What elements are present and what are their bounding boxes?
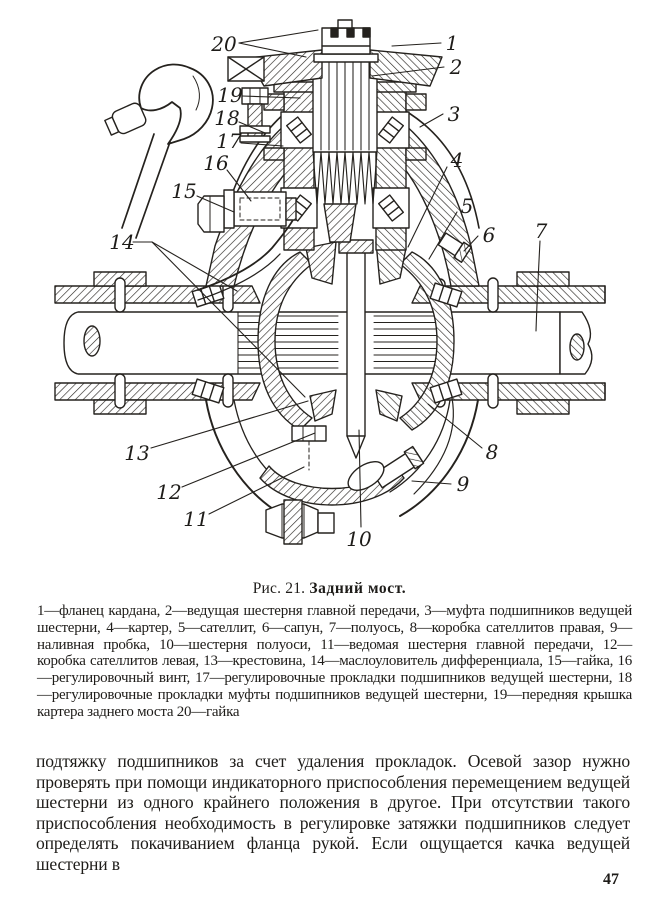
- drive-pinion-shaft: [313, 54, 377, 242]
- callout-9: 9: [456, 472, 470, 496]
- callout-17: 17: [216, 129, 242, 153]
- callout-4: 4: [450, 148, 464, 172]
- callout-6: 6: [482, 223, 496, 247]
- callout-20: 20: [211, 32, 237, 56]
- figure-caption: [0, 580, 659, 598]
- body-paragraph: подтяжку подшипников за счет удаления прокладок. Осевой зазор нужно проверять при помощи индикаторного приспособления перемещением ведущей шестерни из одного крайнего положения в другое. При отсутствии такого приспособления необходимость в регулировке затяжки подшипников следует определять покачиванием фланца рукой. Если ощущается качка ведущей шестерни в: [36, 751, 630, 874]
- figure-legend: 1—фланец кардана, 2—ведущая шестерня главной передачи, 3—муфта подшипников ведущей шестерни, 4—картер, 5—сателлит, 6—сапун, 7—полуось, 8—коробка сателлитов правая, 9—наливная пробка, 10—шестерня полуоси, 11—ведомая шестерня главной передачи, 12—коробка сателлитов левая, 13—крестовина, 14—маслоуловитель дифференциала, 15—гайка, 16—регулировочный винт, 17—регулировочные прокладки подшипников ведущей шестерни, 18—регулировочные прокладки муфты подшипников ведущей шестерни, 19—передняя крышка картера заднего моста 20—гайка: [37, 603, 632, 720]
- callout-16: 16: [203, 151, 229, 175]
- wrench-icon: [103, 64, 213, 238]
- callout-13: 13: [124, 441, 150, 465]
- callout-11: 11: [183, 507, 209, 531]
- satellite-gear: [376, 390, 402, 421]
- callout-2: 2: [449, 55, 463, 79]
- callout-5: 5: [460, 194, 474, 218]
- callout-1: 1: [445, 31, 459, 55]
- callout-12: 12: [156, 480, 182, 504]
- callout-15: 15: [171, 179, 197, 203]
- page-number: 47: [603, 871, 619, 888]
- satellite-gear: [310, 390, 336, 421]
- lower-housing: [206, 398, 478, 544]
- callout-18: 18: [214, 106, 240, 130]
- drain-plug: [266, 500, 334, 544]
- spider-cross-shaft: [347, 252, 365, 436]
- callout-14: 14: [109, 230, 135, 254]
- callout-8: 8: [485, 440, 499, 464]
- figure-caption-number: Рис. 21.: [252, 580, 306, 597]
- callout-19: 19: [217, 83, 243, 107]
- callout-10: 10: [346, 527, 372, 551]
- callout-3: 3: [447, 102, 461, 126]
- callout-7: 7: [534, 219, 548, 243]
- adjusting-nut: [198, 196, 224, 232]
- case-bolt: [292, 426, 326, 470]
- figure-caption-title: Задний мост.: [309, 580, 407, 597]
